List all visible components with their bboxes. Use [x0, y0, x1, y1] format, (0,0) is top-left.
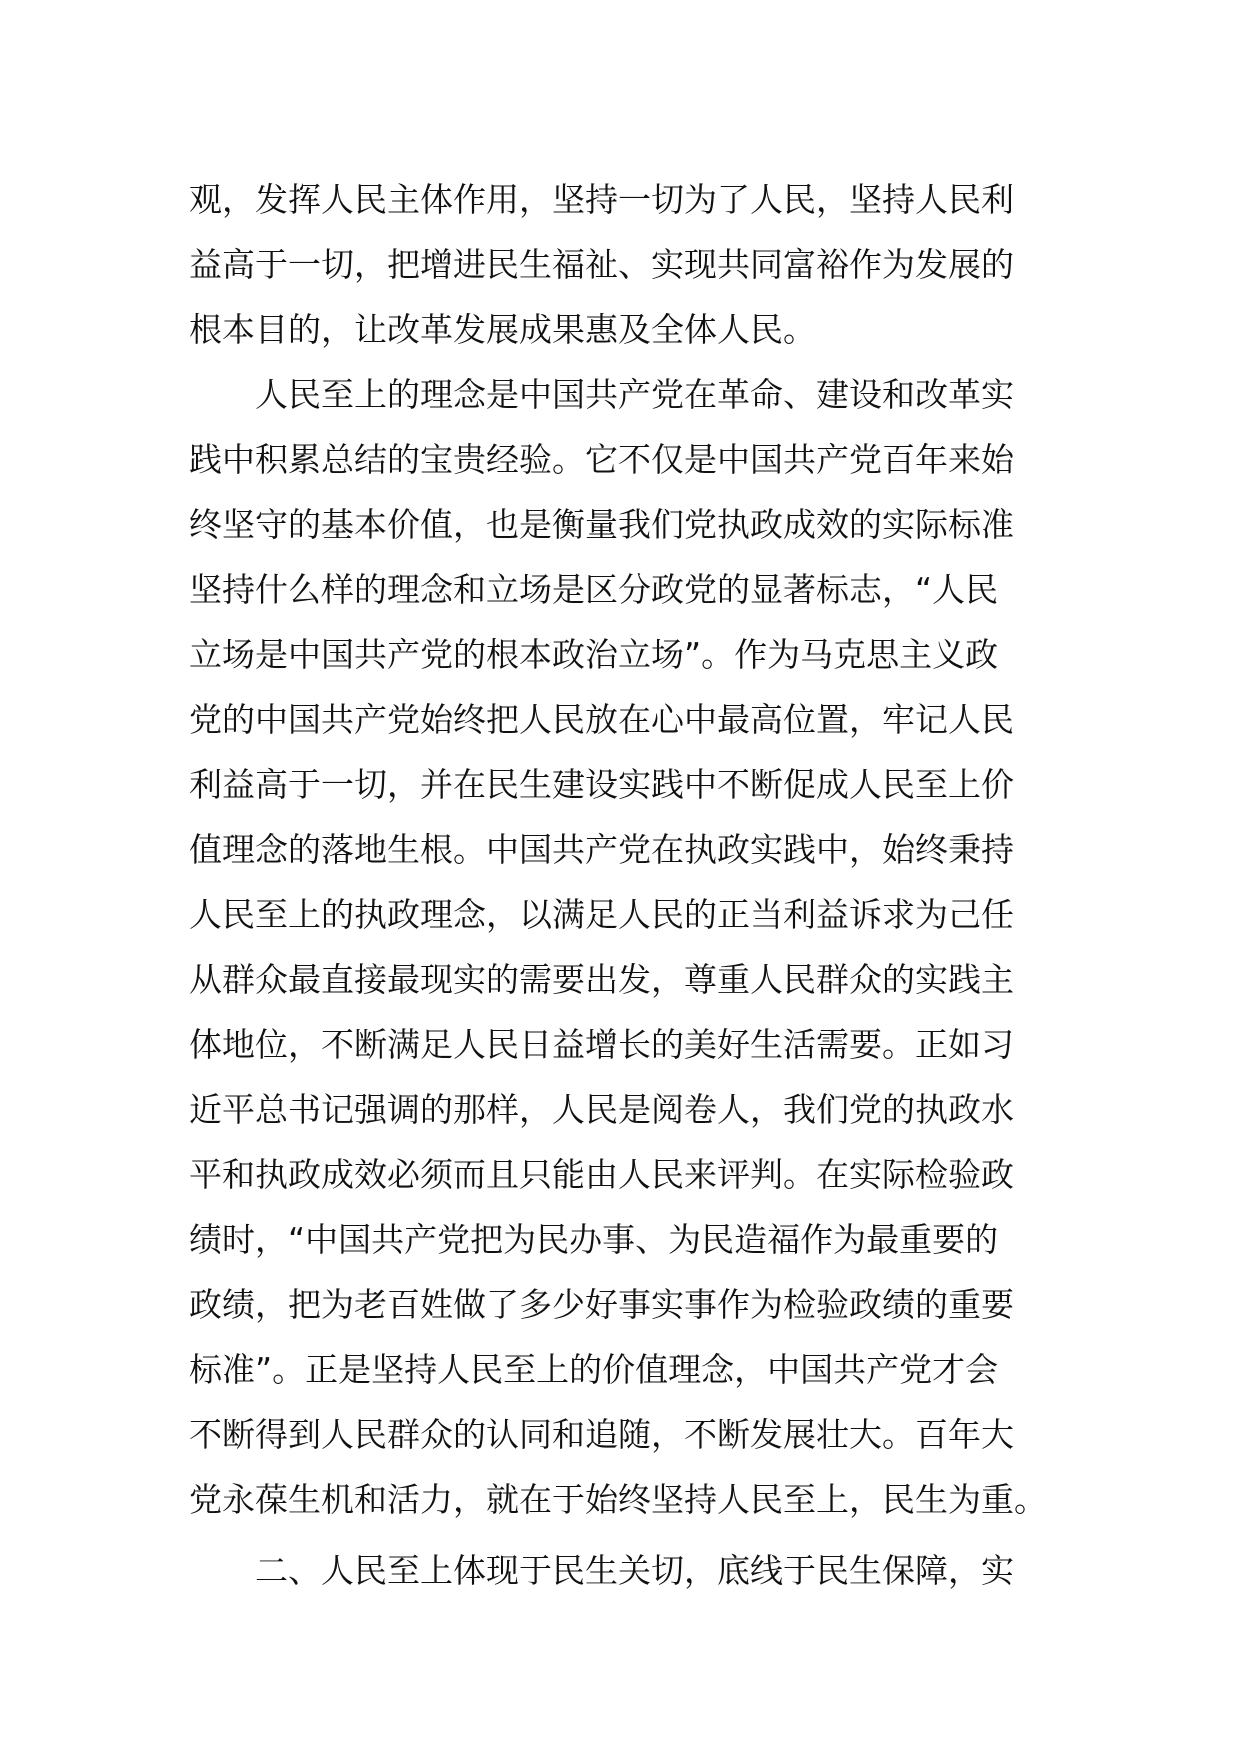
- text-line: 政绩，把为老百姓做了多少好事实事作为检验政绩的重要: [189, 1285, 1014, 1324]
- text-line: 体地位，不断满足人民日益增长的美好生活需要。正如习: [189, 1025, 1014, 1064]
- text-line: 二、人民至上体现于民生关切，底线于民生保障，实: [255, 1551, 1014, 1590]
- text-line: 绩时，“中国共产党把为民办事、为民造福作为最重要的: [189, 1220, 999, 1259]
- text-line: 人民至上的执政理念，以满足人民的正当利益诉求为己任: [189, 895, 1014, 934]
- text-line: 党的中国共产党始终把人民放在心中最高位置，牢记人民: [189, 700, 1014, 739]
- text-line: 终坚守的基本价值，也是衡量我们党执政成效的实际标准: [189, 505, 1014, 544]
- text-line: 党永葆生机和活力，就在于始终坚持人民至上，民生为重。: [189, 1480, 1047, 1519]
- text-line: 利益高于一切，并在民生建设实践中不断促成人民至上价: [189, 765, 1014, 804]
- paragraph: [189, 167, 1069, 362]
- text-line: 从群众最直接最现实的需要出发，尊重人民群众的实践主: [189, 960, 1014, 999]
- text-line: 践中积累总结的宝贵经验。它不仅是中国共产党百年来始: [189, 440, 1014, 479]
- text-line: 值理念的落地生根。中国共产党在执政实践中，始终秉持: [189, 830, 1014, 869]
- text-line: 根本目的，让改革发展成果惠及全体人民。: [189, 310, 816, 349]
- text-line: 立场是中国共产党的根本政治立场”。作为马克思主义政: [189, 635, 999, 674]
- text-line: 坚持什么样的理念和立场是区分政党的显著标志，“人民: [189, 570, 999, 609]
- text-line: 近平总书记强调的那样，人民是阅卷人，我们党的执政水: [189, 1090, 1014, 1129]
- text-line: 益高于一切，把增进民生福祉、实现共同富裕作为发展的: [189, 245, 1014, 284]
- section-heading: [189, 1532, 1069, 1610]
- text-line: 标准”。正是坚持人民至上的价值理念，中国共产党才会: [189, 1350, 999, 1389]
- paragraph: [189, 362, 1069, 1532]
- text-line: 平和执政成效必须而且只能由人民来评判。在实际检验政: [189, 1155, 1014, 1194]
- text-line: 观，发挥人民主体作用，坚持一切为了人民，坚持人民利: [189, 180, 1014, 219]
- text-line: 人民至上的理念是中国共产党在革命、建设和改革实: [255, 375, 1014, 414]
- body-text: [189, 167, 1069, 1610]
- text-line: 不断得到人民群众的认同和追随，不断发展壮大。百年大: [189, 1415, 1014, 1454]
